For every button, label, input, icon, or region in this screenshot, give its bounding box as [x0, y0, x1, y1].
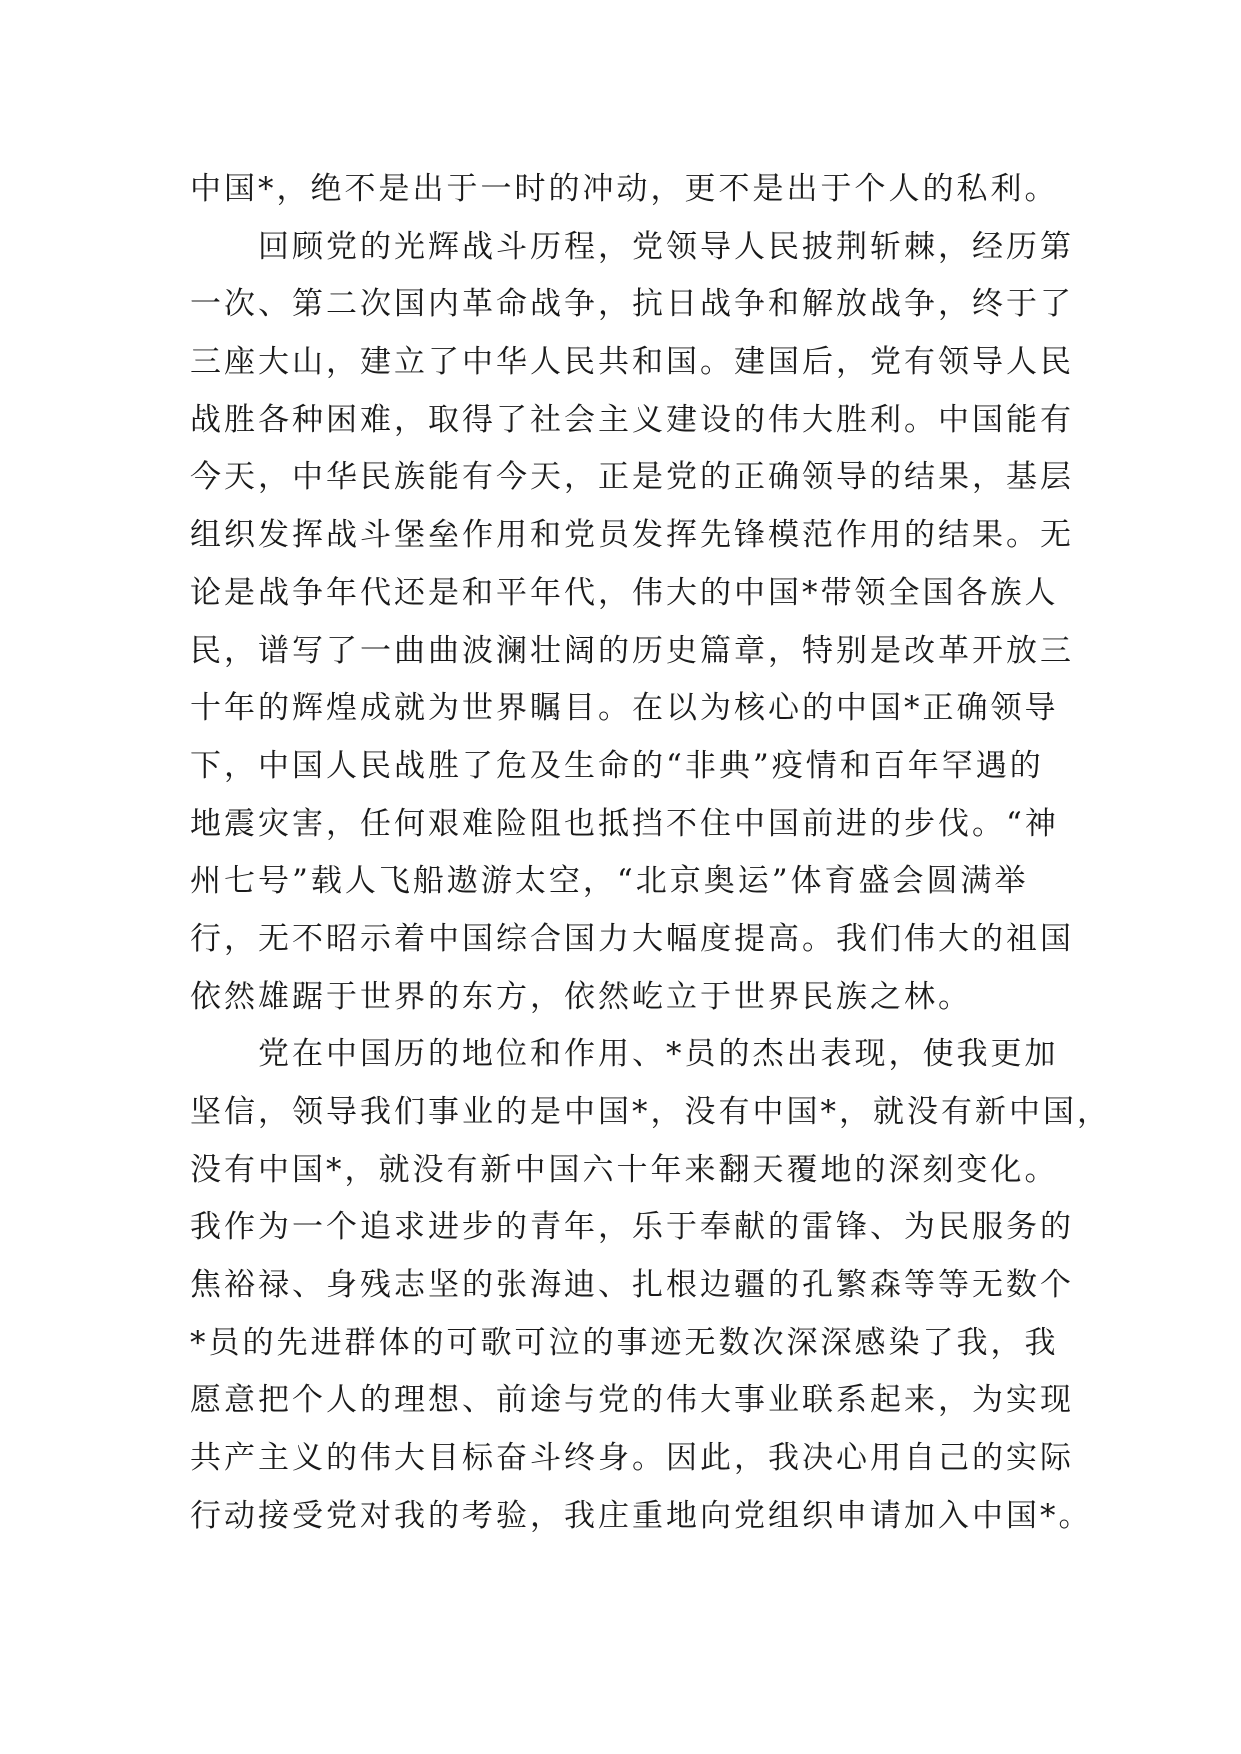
text-line: 行动接受党对我的考验，我庄重地向党组织申请加入中国*。 — [190, 1497, 1093, 1534]
text-line: 坚信，领导我们事业的是中国*，没有中国*，就没有新中国， — [190, 1094, 1111, 1130]
text-line: 组织发挥战斗堡垒作用和党员发挥先锋模范作用的结果。无 — [190, 517, 1074, 554]
text-line: 地震灾害，任何艰难险阻也抵挡不住中国前进的步伐。“神 — [190, 805, 1059, 842]
text-line: 依然雄踞于世界的东方，依然屹立于世界民族之林。 — [190, 978, 972, 1015]
text-line: 行，无不昭示着中国综合国力大幅度提高。我们伟大的祖国 — [190, 920, 1074, 957]
paragraph-start-line: 回顾党的光辉战斗历程，党领导人民披荆斩棘，经历第 — [258, 228, 1074, 265]
text-line: 十年的辉煌成就为世界瞩目。在以为核心的中国*正确领导 — [190, 690, 1059, 727]
text-line: 三座大山，建立了中华人民共和国。建国后，党有领导人民 — [190, 344, 1074, 381]
text-line: 愿意把个人的理想、前途与党的伟大事业联系起来，为实现 — [190, 1382, 1074, 1419]
text-line: 没有中国*，就没有新中国六十年来翻天覆地的深刻变化。 — [190, 1151, 1059, 1188]
text-line: 今天，中华民族能有今天，正是党的正确领导的结果，基层 — [190, 459, 1074, 496]
text-line: 中国*，绝不是出于一时的冲动，更不是出于个人的私利。 — [190, 171, 1059, 207]
text-line: 我作为一个追求进步的青年，乐于奉献的雷锋、为民服务的 — [190, 1209, 1074, 1246]
text-line: *员的先进群体的可歌可泣的事迹无数次深深感染了我，我 — [190, 1324, 1059, 1361]
text-line: 州七号”载人飞船遨游太空，“北京奥运”体育盛会圆满举 — [190, 863, 1029, 900]
text-line: 焦裕禄、身残志坚的张海迪、扎根边疆的孔繁森等等无数个 — [190, 1267, 1074, 1304]
text-line: 论是战争年代还是和平年代，伟大的中国*带领全国各族人 — [190, 574, 1059, 611]
text-line: 民，谱写了一曲曲波澜壮阔的历史篇章，特别是改革开放三 — [190, 632, 1074, 669]
paragraph-start-line: 党在中国历的地位和作用、*员的杰出表现，使我更加 — [258, 1036, 1059, 1073]
text-line: 战胜各种困难，取得了社会主义建设的伟大胜利。中国能有 — [190, 401, 1074, 438]
text-line: 共产主义的伟大目标奋斗终身。因此，我决心用自己的实际 — [190, 1440, 1074, 1477]
body-text — [190, 161, 1111, 1546]
text-line: 下，中国人民战胜了危及生命的“非典”疫情和百年罕遇的 — [190, 747, 1044, 784]
text-line: 一次、第二次国内革命战争，抗日战争和解放战争，终于了 — [190, 286, 1074, 323]
